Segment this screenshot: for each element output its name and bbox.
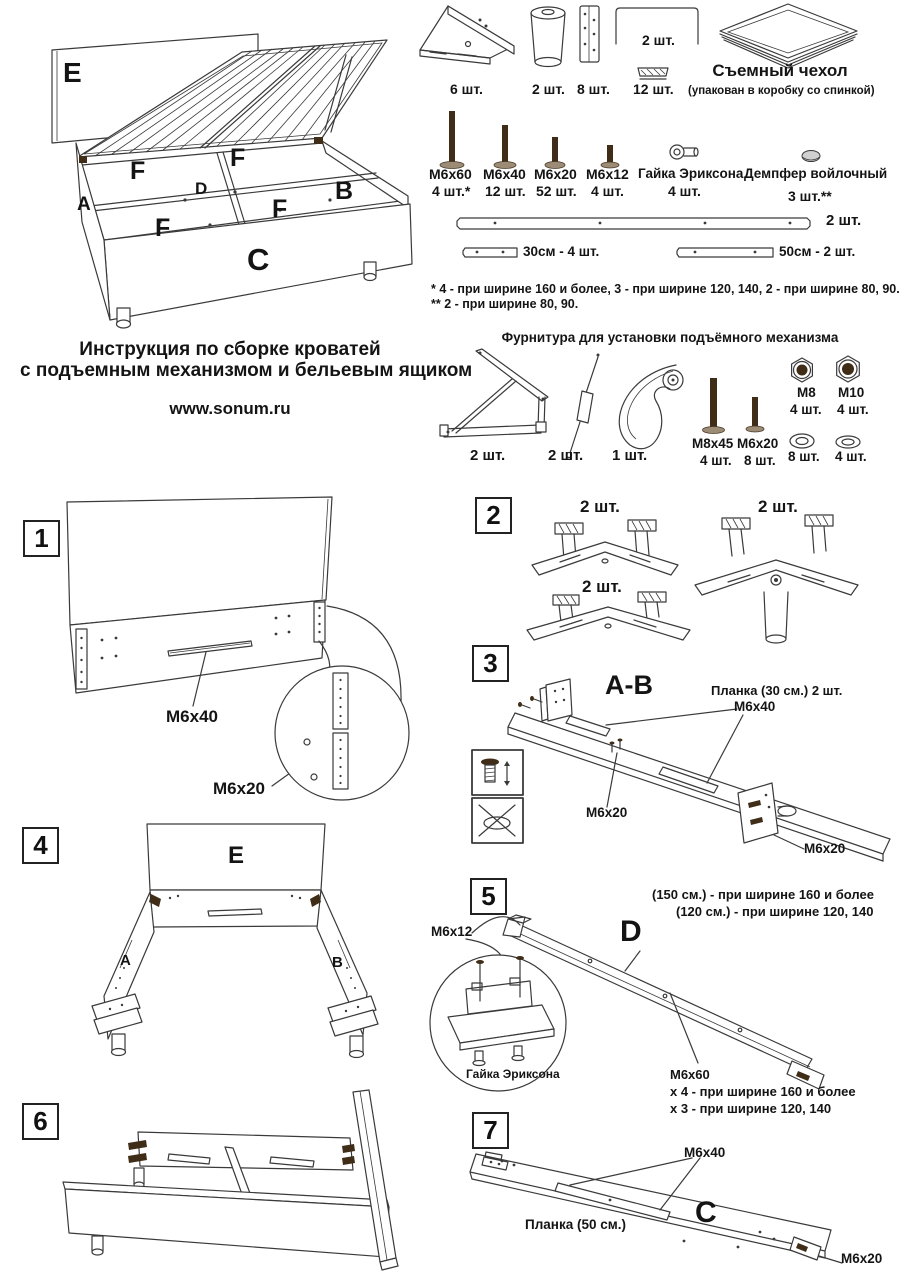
felt-pad-icon <box>638 68 668 79</box>
screw-m6x12-icon <box>601 145 619 168</box>
step-1-badge: 1 <box>23 520 60 557</box>
strap-icon <box>619 365 683 449</box>
nut1-qty: 4 шт. <box>790 402 822 417</box>
step-6-badge: 6 <box>22 1103 59 1140</box>
website-link[interactable]: www.sonum.ru <box>169 398 291 418</box>
bolt-m6x20-icon <box>746 397 764 432</box>
footnote-2: ** 2 - при ширине 80, 90. <box>431 297 579 311</box>
step-5-badge: 5 <box>470 878 507 915</box>
strut-qty: 2 шт. <box>548 447 584 464</box>
step1-drawing <box>20 490 450 820</box>
overview-letter-f3: F <box>272 195 288 223</box>
screw1-qty: 4 шт.* <box>432 183 471 199</box>
lift-hardware-drawing <box>440 345 900 470</box>
erikson-nut-qty: 4 шт. <box>668 183 701 199</box>
cover-title: Съемный чехол <box>712 61 848 80</box>
nut1-size: М8 <box>797 385 816 400</box>
corner-plate-with-leg <box>695 515 858 643</box>
title-block <box>20 339 473 418</box>
step2-qty-3: 2 шт. <box>582 577 622 596</box>
strap-qty: 1 шт. <box>612 447 648 464</box>
erikson-nut-label: Гайка Эриксона <box>638 166 744 181</box>
cover-subtitle: (упакован в коробку со спинкой) <box>688 85 875 97</box>
step5-note2: (120 см.) - при ширине 120, 140 <box>676 904 874 919</box>
footnote-1: * 4 - при ширине 160 и более, 3 - при ширине 120, 140, 2 - при ширине 80, 90. <box>431 282 900 296</box>
step7-plank-label: Планка (50 см.) <box>525 1217 626 1232</box>
leg-qty: 2 шт. <box>532 81 565 97</box>
step1-m6x40-label: М6х40 <box>166 707 218 726</box>
mech-qty: 2 шт. <box>470 447 506 464</box>
page-title-line2: с подъемным механизмом и бельевым ящиком <box>20 359 473 381</box>
step5-note1: (150 см.) - при ширине 160 и более <box>652 887 874 902</box>
screw4-size: М6х12 <box>586 166 629 182</box>
step2-qty-2: 2 шт. <box>758 497 798 516</box>
mounting-plate-icon <box>580 6 599 62</box>
bolt2-qty: 8 шт. <box>744 453 776 468</box>
bolt1-size: М8х45 <box>692 436 734 451</box>
step2-drawing <box>460 490 900 655</box>
step4-letter-b: B <box>332 954 343 971</box>
bolt-m8x45-icon <box>703 378 725 434</box>
bed-leg-icon <box>531 7 565 67</box>
step3-plank-label: Планка (30 см.) 2 шт. <box>711 683 843 698</box>
plank-30cm-icon <box>463 248 517 257</box>
damper-qty: 3 шт.** <box>788 188 832 204</box>
long-plank-icon <box>457 218 810 229</box>
bolt1-qty: 4 шт. <box>700 453 732 468</box>
step-3-badge: 3 <box>472 645 509 682</box>
screw-m6x20-icon <box>545 137 565 169</box>
screw1-size: М6х60 <box>429 166 472 182</box>
lift-mechanism-icon <box>440 349 548 437</box>
step1-m6x20-label: М6х20 <box>213 779 265 798</box>
nut-m10-icon <box>837 356 860 382</box>
screw3-qty: 52 шт. <box>536 183 577 199</box>
bolt2-size: М6х20 <box>737 436 779 451</box>
screw-m6x60-icon <box>440 111 464 169</box>
step7-letter-c: C <box>695 1196 717 1229</box>
overview-letter-d: D <box>195 179 208 198</box>
step3-ab-label: A-B <box>605 670 653 700</box>
step7-m6x20-label: М6х20 <box>841 1251 883 1266</box>
screw2-qty: 12 шт. <box>485 183 526 199</box>
step7-drawing <box>430 1100 900 1280</box>
right-corner-assembly <box>328 996 378 1058</box>
corner-bracket-icon <box>420 6 514 64</box>
screw-depth-icon <box>472 750 523 795</box>
corner-plate-bottom <box>527 592 690 640</box>
step4-letter-a: A <box>120 952 131 969</box>
overview-letter-a: A <box>77 194 91 215</box>
nut-m8-icon <box>792 358 813 382</box>
removable-cover-icon <box>720 4 857 68</box>
lift-hardware-heading: Фурнитура для установки подъёмного механизма <box>501 330 839 345</box>
screw2-size: М6х40 <box>483 166 526 182</box>
step3-m6x20-right-label: М6х20 <box>804 841 846 856</box>
felt-pad-qty: 12 шт. <box>633 81 674 97</box>
left-corner-assembly <box>92 994 142 1056</box>
step3-m6x20-left-label: М6х20 <box>586 805 628 820</box>
nut2-qty: 4 шт. <box>837 402 869 417</box>
washer2-qty: 4 шт. <box>835 449 867 464</box>
flat-washer-icon <box>836 436 860 448</box>
page-title-line1: Инструкция по сборке кроватей <box>79 339 381 360</box>
washer1-qty: 8 шт. <box>788 449 820 464</box>
overview-letter-c: C <box>247 242 270 277</box>
plank30-label: 30см - 4 шт. <box>523 244 600 259</box>
grommet-washer-icon <box>790 434 814 448</box>
step4-letter-e: E <box>228 842 245 869</box>
step5-erikson-label: Гайка Эриксона <box>466 1067 560 1081</box>
gas-strut-icon <box>567 354 600 458</box>
felt-damper-icon <box>802 151 820 162</box>
bed-overview-drawing <box>20 10 440 340</box>
overview-letter-e: E <box>63 57 82 88</box>
step5-m6x60-line3: х 3 - при ширине 120, 140 <box>670 1101 832 1116</box>
screw-m6x40-icon <box>494 125 516 169</box>
plank-50cm-icon <box>677 248 773 257</box>
overview-letter-f2: F <box>230 144 246 172</box>
step7-m6x40-label: М6х40 <box>684 1145 726 1160</box>
overview-letter-f4: F <box>155 214 171 242</box>
overview-letter-b: B <box>335 177 354 205</box>
step3-m6x40-label: М6х40 <box>734 699 776 714</box>
no-overtighten-icon <box>472 798 523 843</box>
long-plank-qty: 2 шт. <box>826 212 862 229</box>
step5-m6x60-label: М6х60 <box>670 1067 710 1082</box>
step5-m6x60-line2: х 4 - при ширине 160 и более <box>670 1084 856 1099</box>
overview-letter-f1: F <box>130 157 146 185</box>
corner-plate-top <box>532 520 678 575</box>
screw4-qty: 4 шт. <box>591 183 624 199</box>
screw3-size: М6х20 <box>534 166 577 182</box>
nut2-size: М10 <box>838 385 865 400</box>
plate-qty: 8 шт. <box>577 81 610 97</box>
plank50-label: 50см - 2 шт. <box>779 244 856 259</box>
step-2-badge: 2 <box>475 497 512 534</box>
step-4-badge: 4 <box>22 827 59 864</box>
step-7-badge: 7 <box>472 1112 509 1149</box>
step6-drawing <box>20 1090 450 1280</box>
step5-m6x12-label: М6х12 <box>431 924 473 939</box>
damper-label: Демпфер войлочный <box>744 166 888 181</box>
bracket-qty: 6 шт. <box>450 81 483 97</box>
step5-letter-d: D <box>620 915 642 948</box>
erikson-nut-icon <box>670 145 698 159</box>
step2-qty-1: 2 шт. <box>580 497 620 516</box>
u-bracket-qty: 2 шт. <box>642 32 675 48</box>
